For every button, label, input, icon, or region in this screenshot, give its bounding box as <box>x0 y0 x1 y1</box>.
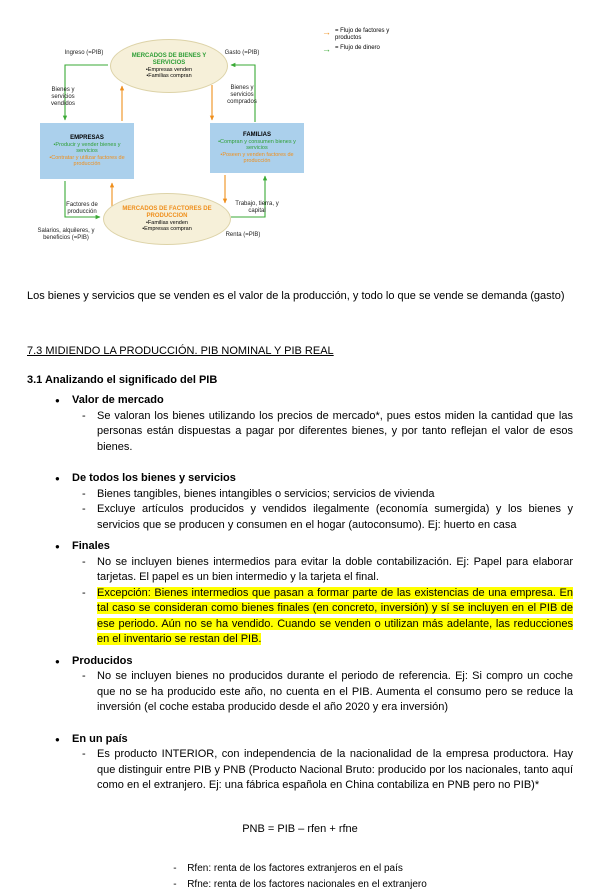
subitem-text <box>97 586 573 648</box>
list-group-valor-de-mercado <box>27 393 573 455</box>
subitem-text: No se incluyen bienes no producidos durante el periodo de referencia. Ej: Si compro un coche que no se ha producido este año, no cuenta en el PIB. Aumenta el consumo pero se reduce la inversión (el coche estaba producido desde el año 2020 y era inversión) <box>97 670 573 713</box>
bullet-icon: ● <box>55 396 60 405</box>
label-bienes-vendidos: Bienes y servicios vendidos <box>50 87 76 107</box>
legend-label-money: = Flujo de dinero <box>335 45 380 51</box>
list-heading <box>27 654 573 670</box>
list-subitem <box>27 669 573 716</box>
dash-icon: - <box>82 555 86 568</box>
dash-icon: - <box>82 503 86 515</box>
factor-market-line: •Familias venden <box>146 219 188 226</box>
diagram-legend <box>322 28 432 56</box>
subitem-text: Excluye artículos producidos y vendidos ilegalmente (economía sumergida) y los bienes y servicios que se producen y consumen en el hogar (autoconsumo). Ej: huerto en casa <box>97 503 573 531</box>
list-subitem <box>27 487 573 503</box>
orange-flow-arrow-icon: → <box>322 27 331 37</box>
label-bienes-comprados: Bienes y servicios comprados <box>227 85 257 105</box>
bullet-icon: ● <box>55 734 60 744</box>
goods-market-node <box>110 39 228 93</box>
highlighted-text: Excepción: Bienes intermedios que pasan a formar parte de las existencias de una empresa. En tal caso se consideran como bienes finales (en concreto, inversión) y sí se incluyen en el PIB de ese periodo. Aún no se ha vendido. Cuando se venden o utilizan más adelante, las reducciones en el inventario se restan del PIB. <box>97 586 573 645</box>
legend-item-factors <box>322 28 432 42</box>
firms-title: EMPRESAS <box>70 134 104 141</box>
bullet-icon: ● <box>55 474 60 483</box>
list-subitem-highlighted <box>27 586 573 648</box>
list-group-producidos <box>27 654 573 716</box>
intro-paragraph: Los bienes y servicios que se venden es el valor de la producción, y todo lo que se vende se demanda (gasto) <box>27 290 565 302</box>
dash-icon: - <box>82 487 86 500</box>
circular-flow-diagram <box>27 25 573 263</box>
section-title: 7.3 MIDIENDO LA PRODUCCIÓN. PIB NOMINAL Y PIB REAL <box>27 345 334 357</box>
goods-market-line: •Empresas venden <box>145 66 193 73</box>
dash-icon: - <box>82 409 86 422</box>
households-node <box>210 123 304 173</box>
pnb-formula: PNB = PIB – rfen + rfne <box>242 822 358 835</box>
label-ingreso: Ingreso (=PIB) <box>64 50 104 56</box>
label-trabajo: Trabajo, tierra, y capital <box>235 201 279 214</box>
subitem-text: Bienes tangibles, bienes intangibles o servicios; servicios de vivienda <box>97 487 435 500</box>
dash-icon: - <box>82 670 86 682</box>
households-line: •Compran y consumen bienes y servicios <box>218 138 296 151</box>
list-heading-text: Valor de mercado <box>72 394 164 406</box>
factor-market-title: MERCADOS DE FACTORES DE PRODUCCION <box>122 205 212 219</box>
factor-market-node <box>103 193 231 245</box>
list-group-finales <box>27 539 573 648</box>
households-line: •Poseen y venden factores de producción <box>220 151 294 164</box>
footnote-text: Rfne: renta de los factores nacionales en el extranjero <box>187 878 427 890</box>
dash-icon: - <box>173 862 177 874</box>
subitem-text: Se valoran los bienes utilizando los precios de mercado*, pues estos miden la cantidad que las personas están dispuestas a pagar por diferentes bienes, y por tanto reflejan el valor de esos bienes. <box>97 409 573 453</box>
legend-item-money <box>322 45 432 53</box>
list-subitem <box>27 502 573 533</box>
list-group-en-un-pais <box>27 732 573 794</box>
list-heading-text: De todos los bienes y servicios <box>72 472 236 484</box>
dash-icon: - <box>82 748 86 760</box>
list-heading-text: Finales <box>72 540 110 552</box>
list-heading <box>27 471 573 487</box>
list-subitem <box>27 409 573 456</box>
footnote-text: Rfen: renta de los factores extranjeros en el país <box>187 862 403 874</box>
list-heading-text: Producidos <box>72 654 133 667</box>
list-heading <box>27 539 573 555</box>
subitem-text: Es producto INTERIOR, con independencia de la nacionalidad de la empresa productora. Hay que distinguir entre PIB y PNB (Producto Nacional Bruto: producido por los nacionales, tanto aquí como en el extranjero. Ej: una fábrica española en China contabiliza en PNB pero no PIB)* <box>97 748 573 791</box>
footnote-rfne <box>173 877 427 893</box>
list-heading-text: En un país <box>72 732 128 745</box>
label-factores-produccion: Factores de producción <box>66 202 98 215</box>
dash-icon: - <box>173 878 177 890</box>
footnotes-block <box>173 861 427 893</box>
green-flow-arrow-icon: → <box>322 44 331 54</box>
firms-line: •Producir y vender bienes y servicios <box>53 141 121 154</box>
label-gasto: Gasto (=PIB) <box>224 50 260 56</box>
footnotes <box>27 861 573 893</box>
label-renta: Renta (=PIB) <box>225 232 261 238</box>
subitem-text: No se incluyen bienes intermedios para evitar la doble contabilización. Ej: Papel para elaborar tarjetas. El papel es un bien intermedio y la tarjeta el final. <box>97 555 573 583</box>
dash-icon: - <box>82 586 86 599</box>
list-heading <box>27 732 573 748</box>
firms-line: •Contratar y utilizar factores de producción <box>49 154 125 167</box>
subsection-title: 3.1 Analizando el significado del PIB <box>27 374 218 386</box>
list-heading <box>27 393 573 409</box>
goods-market-line: •Familias compran <box>146 73 192 79</box>
list-subitem <box>27 747 573 794</box>
households-title: FAMILIAS <box>243 131 271 138</box>
firms-node <box>40 123 134 179</box>
list-group-bienes-servicios <box>27 471 573 533</box>
label-salarios: Salarios, alquileres, y beneficios (=PIB) <box>37 228 95 241</box>
footnote-rfen <box>173 861 427 877</box>
bullet-icon: ● <box>55 656 60 666</box>
list-subitem <box>27 555 573 586</box>
factor-market-line: •Empresas compran <box>142 226 192 232</box>
bullet-icon: ● <box>55 542 60 551</box>
legend-label-factors: = Flujo de factores y productos <box>335 28 390 41</box>
goods-market-title: MERCADOS DE BIENES Y SERVICIOS <box>131 52 207 66</box>
